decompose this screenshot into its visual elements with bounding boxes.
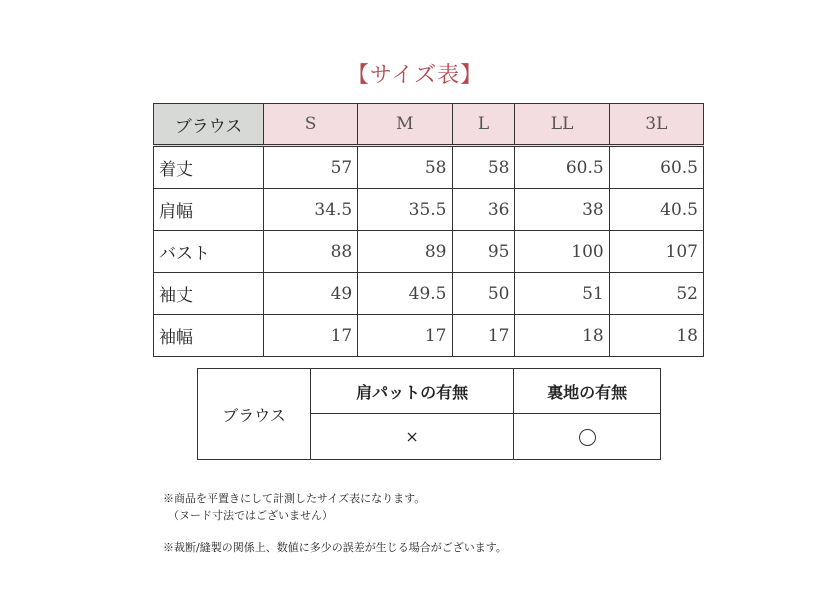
cross-mark-icon: × [405,427,419,446]
table-cell: 17 [358,315,452,357]
garment-type-header: ブラウス [154,104,264,146]
table-cell: 50 [452,273,515,315]
table-cell: 36 [452,189,515,231]
size-header-s: S [264,104,358,146]
table-cell: 95 [452,231,515,273]
table-cell: 51 [515,273,609,315]
size-table [153,103,704,357]
note-measurement: ※商品を平置きにして計測したサイズ表になります。 [163,492,426,505]
row-label-shoulder: 肩幅 [154,189,264,231]
shoulder-pad-header: 肩パットの有無 [311,369,514,414]
size-header-ll: LL [515,104,609,146]
table-cell: 100 [515,231,609,273]
table-row [154,231,704,273]
table-cell: 58 [358,146,452,189]
size-header-l: L [452,104,515,146]
table-row [154,273,704,315]
size-table-header-row [154,104,704,146]
table-cell: 60.5 [515,146,609,189]
pad-lining-table [197,368,661,460]
table-cell: 88 [264,231,358,273]
circle-mark-icon [579,429,596,446]
table-row [198,369,661,414]
table-row [154,315,704,357]
note-tolerance: ※裁断/縫製の関係上、数値に多少の誤差が生じる場合がございます。 [163,541,507,554]
table-row [154,146,704,189]
table-cell: 49 [264,273,358,315]
table-cell: 52 [609,273,703,315]
table-cell: 89 [358,231,452,273]
table-cell: 18 [609,315,703,357]
table-cell: 35.5 [358,189,452,231]
row-label-sleeve-length: 袖丈 [154,273,264,315]
lining-value [514,414,661,460]
table-cell: 17 [264,315,358,357]
table-cell: 60.5 [609,146,703,189]
table-cell: 57 [264,146,358,189]
table-cell: 107 [609,231,703,273]
lining-header: 裏地の有無 [514,369,661,414]
table-cell: 49.5 [358,273,452,315]
table-cell: 34.5 [264,189,358,231]
shoulder-pad-value [311,414,514,460]
note-nude-size: （ヌード寸法ではございません） [168,509,333,522]
size-header-3l: 3L [609,104,703,146]
page-title: 【サイズ表】 [346,63,484,88]
garment-type-label: ブラウス [198,369,311,460]
table-cell: 18 [515,315,609,357]
size-header-m: M [358,104,452,146]
row-label-sleeve-width: 袖幅 [154,315,264,357]
row-label-length: 着丈 [154,146,264,189]
row-label-bust: バスト [154,231,264,273]
table-row [154,189,704,231]
table-cell: 58 [452,146,515,189]
table-cell: 17 [452,315,515,357]
table-cell: 40.5 [609,189,703,231]
table-cell: 38 [515,189,609,231]
